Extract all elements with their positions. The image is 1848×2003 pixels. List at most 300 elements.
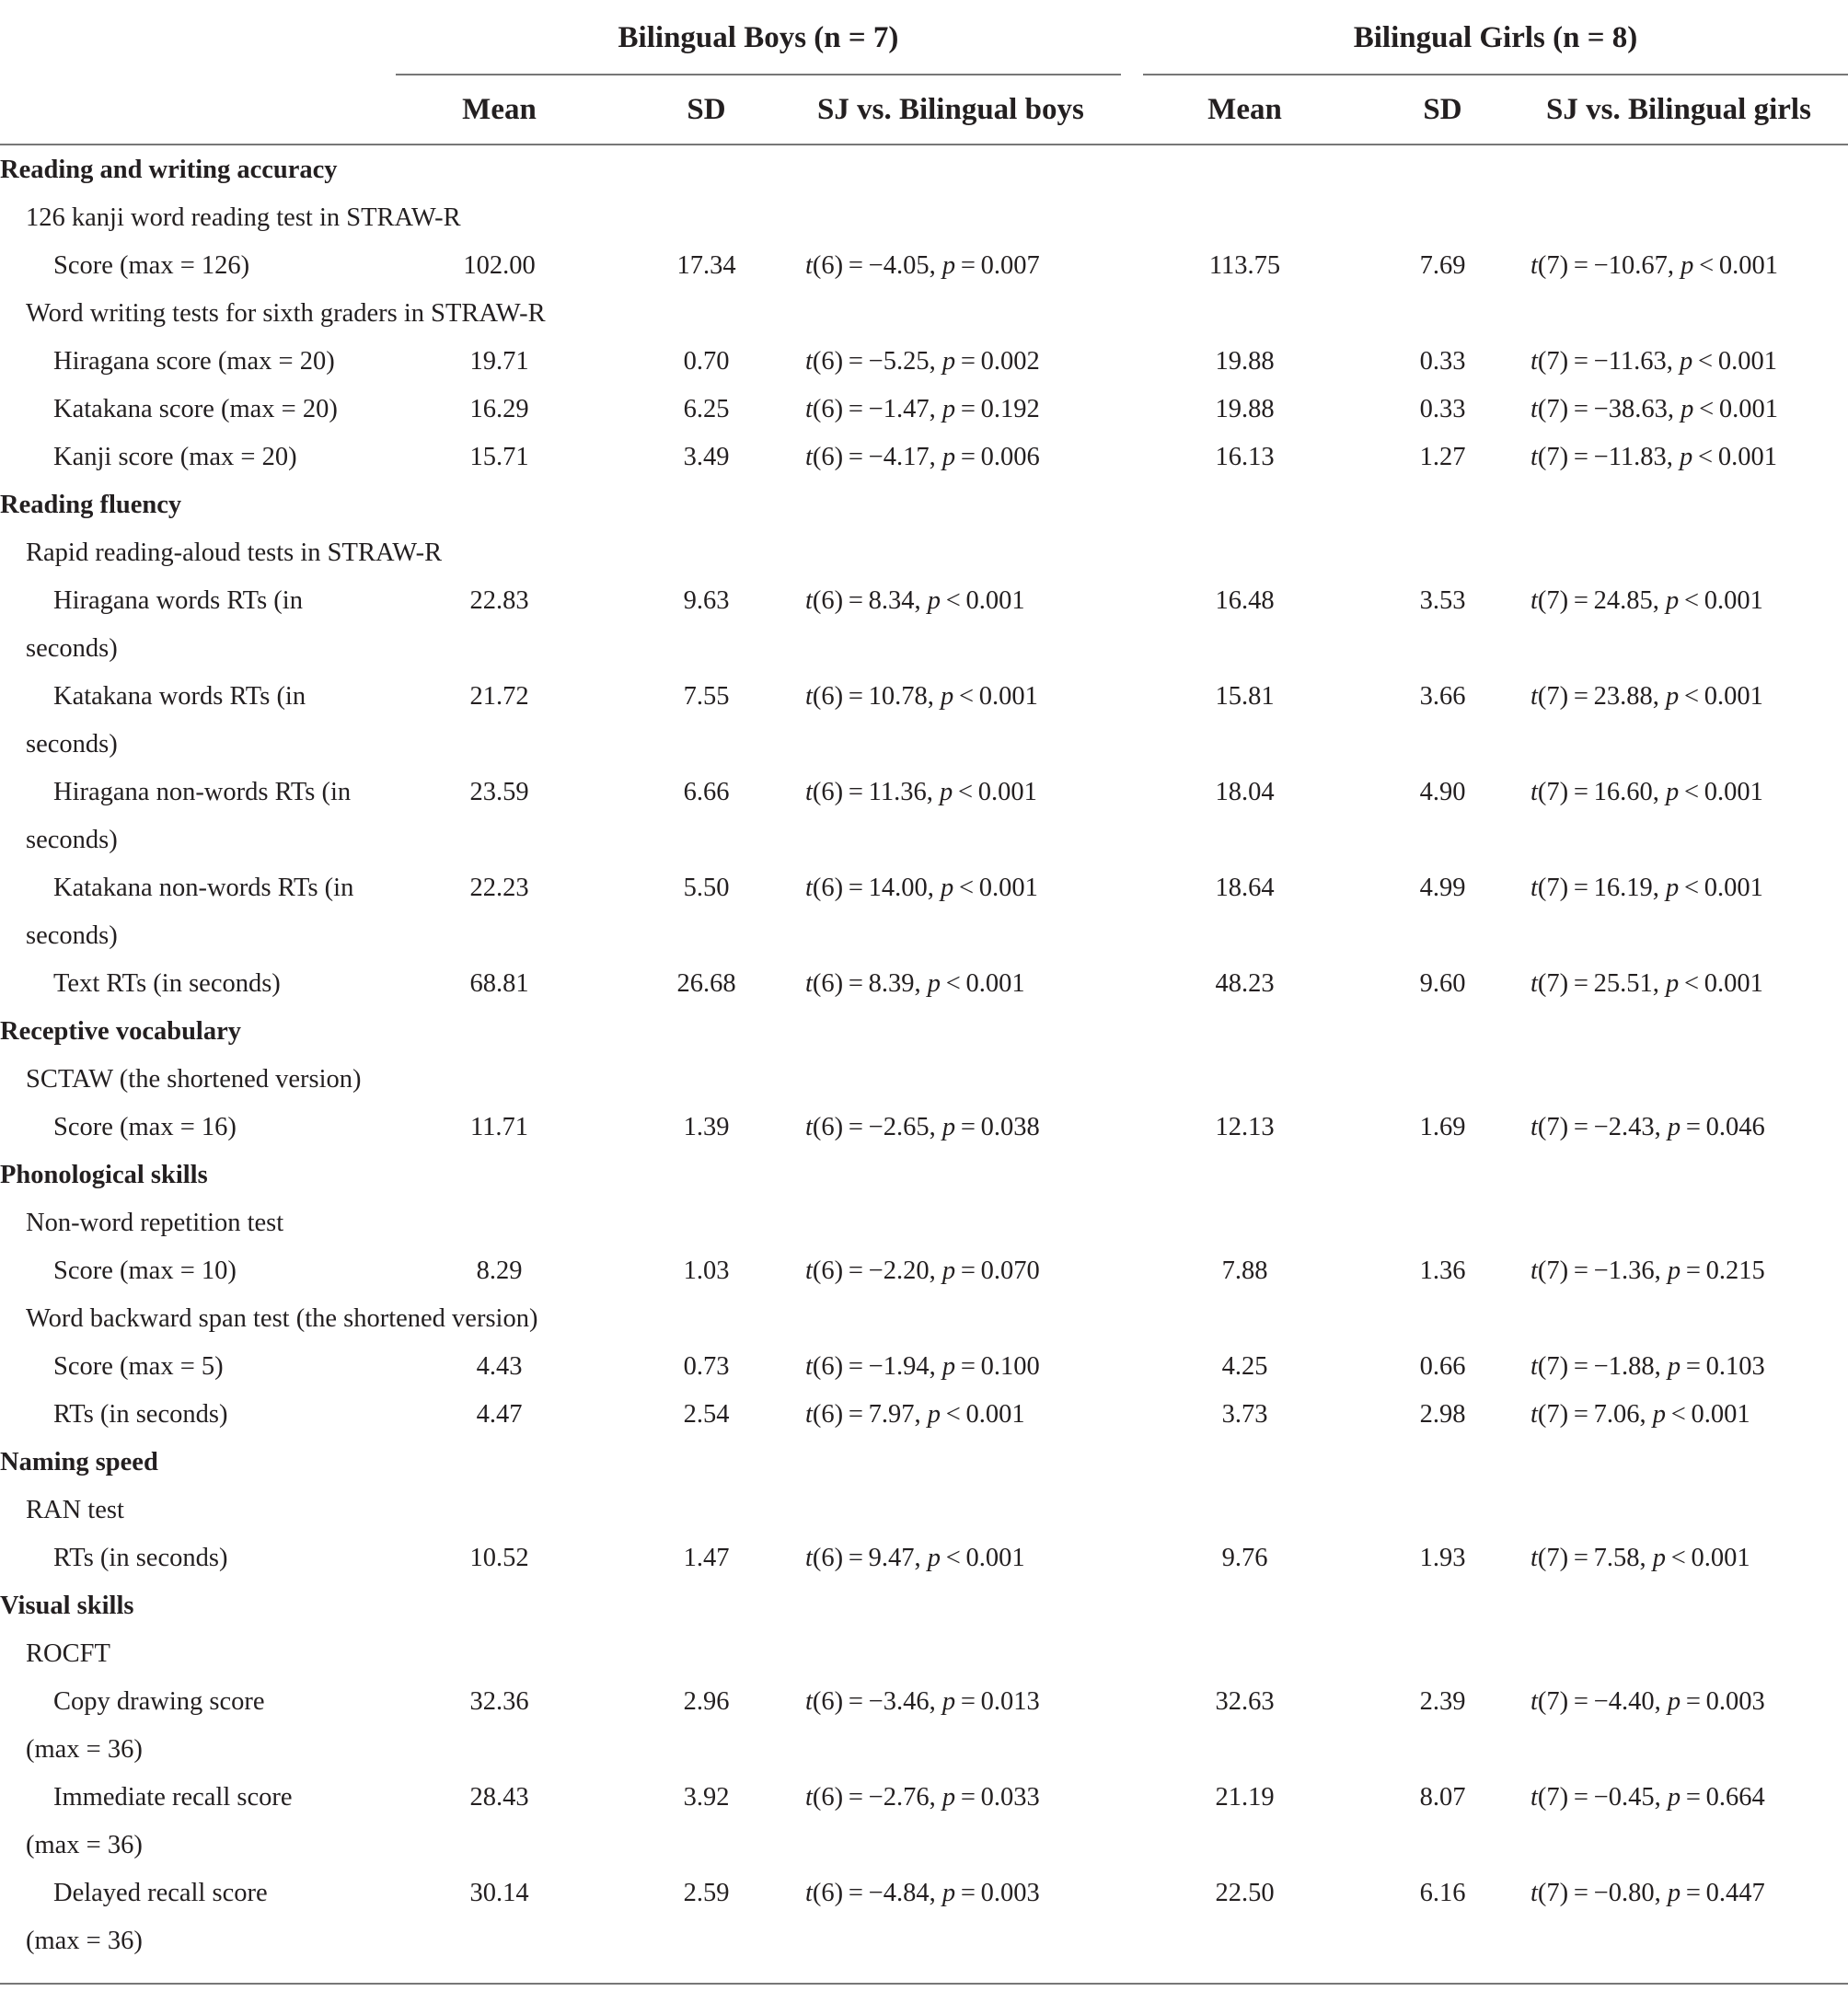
stat-df: 6 xyxy=(821,1352,835,1381)
stat-p-symbol: p xyxy=(1652,1544,1667,1572)
subsection-row xyxy=(0,1295,1848,1343)
stat-p-operator: = xyxy=(960,1687,976,1716)
boys-compare-cell xyxy=(805,434,1040,481)
stat-t-symbol: t xyxy=(805,874,813,902)
stat-punct: ) = xyxy=(1559,1783,1594,1812)
girls-sd-cell: 9.60 xyxy=(1419,969,1466,998)
stat-punct: ) = xyxy=(1559,251,1594,280)
section-row xyxy=(0,1152,1848,1199)
stat-punct: , xyxy=(926,778,940,806)
girls-compare-cell xyxy=(1530,577,1763,625)
row-label: Katakana words RTs (in xyxy=(53,682,306,711)
stat-t-symbol: t xyxy=(805,969,813,998)
stat-t-symbol: t xyxy=(805,1256,813,1285)
stat-p-value: 0.002 xyxy=(980,347,1040,376)
boys-sd-cell: 1.47 xyxy=(683,1544,730,1572)
stat-punct: ) = xyxy=(834,347,869,376)
stat-p-operator: < xyxy=(945,1544,961,1572)
row-label: Immediate recall score xyxy=(53,1783,293,1812)
stat-t-value: 11.36 xyxy=(868,778,927,806)
stat-p-symbol: p xyxy=(1666,682,1680,711)
row-label: RTs (in seconds) xyxy=(53,1544,228,1572)
row-label-continuation: (max = 36) xyxy=(26,1831,143,1859)
boys-compare-cell xyxy=(805,1870,1040,1917)
table-row xyxy=(0,769,1848,816)
stat-t-symbol: t xyxy=(805,1113,813,1141)
stat-p-value: 0.001 xyxy=(1704,682,1763,711)
boys-sd-cell: 2.96 xyxy=(683,1687,730,1716)
stat-df: 6 xyxy=(821,1400,835,1429)
stat-p-value: 0.001 xyxy=(965,969,1025,998)
row-label: Score (max = 126) xyxy=(53,251,250,280)
girls-mean-cell: 19.88 xyxy=(1215,347,1275,376)
stat-t-symbol: t xyxy=(1530,1783,1538,1812)
stat-t-symbol: t xyxy=(805,1544,813,1572)
stat-punct: ( xyxy=(1537,443,1547,471)
row-label: Text RTs (in seconds) xyxy=(53,969,281,998)
stat-p-operator: < xyxy=(957,778,974,806)
stat-p-operator: < xyxy=(1699,395,1715,423)
boys-compare-cell xyxy=(805,1343,1040,1391)
stat-p-value: 0.100 xyxy=(980,1352,1040,1381)
stat-t-value: 16.60 xyxy=(1593,778,1653,806)
stat-punct: ) = xyxy=(834,1687,869,1716)
boys-compare-cell xyxy=(805,1104,1040,1152)
subsection-row xyxy=(0,1487,1848,1534)
stat-t-value: −11.83 xyxy=(1593,443,1667,471)
boys-sd-cell: 3.49 xyxy=(683,443,730,471)
stat-df: 6 xyxy=(821,1687,835,1716)
girls-sd-cell: 4.99 xyxy=(1419,874,1466,902)
stat-p-symbol: p xyxy=(1652,1400,1667,1429)
boys-compare-cell xyxy=(805,864,1038,912)
stat-punct: ) = xyxy=(834,1256,869,1285)
stat-p-symbol: p xyxy=(1666,874,1680,902)
stat-p-operator: < xyxy=(1684,586,1700,615)
stat-t-symbol: t xyxy=(805,1783,813,1812)
girls-sd-cell: 1.27 xyxy=(1419,443,1466,471)
stat-punct: , xyxy=(1652,586,1667,615)
stat-df: 6 xyxy=(821,443,835,471)
stat-p-symbol: p xyxy=(941,443,956,471)
stat-p-operator: < xyxy=(1684,682,1700,711)
boys-sd-cell: 2.54 xyxy=(683,1400,730,1429)
stat-df: 7 xyxy=(1546,874,1560,902)
stat-p-value: 0.215 xyxy=(1705,1256,1765,1285)
section-label: Reading fluency xyxy=(0,491,182,519)
stat-p-symbol: p xyxy=(939,778,953,806)
stat-df: 6 xyxy=(821,778,835,806)
stat-df: 6 xyxy=(821,1544,835,1572)
stat-punct: ( xyxy=(812,1400,822,1429)
stat-p-symbol: p xyxy=(927,969,941,998)
stat-p-value: 0.001 xyxy=(1704,969,1763,998)
stat-t-symbol: t xyxy=(805,1400,813,1429)
stat-t-value: −2.65 xyxy=(868,1113,930,1141)
row-label: Score (max = 5) xyxy=(53,1352,224,1381)
girls-compare-cell xyxy=(1530,242,1778,290)
stat-t-value: −1.47 xyxy=(868,395,930,423)
stat-t-symbol: t xyxy=(1530,1544,1538,1572)
stat-punct: , xyxy=(1654,1113,1668,1141)
stat-p-symbol: p xyxy=(941,1352,956,1381)
boys-sd-cell: 5.50 xyxy=(683,874,730,902)
boys-mean-cell: 21.72 xyxy=(469,682,529,711)
stat-p-value: 0.007 xyxy=(980,251,1040,280)
stat-t-symbol: t xyxy=(805,251,813,280)
stat-punct: ( xyxy=(1537,1256,1547,1285)
stat-punct: ) = xyxy=(834,874,869,902)
subsection-label: Non-word repetition test xyxy=(26,1209,284,1237)
girls-sd-cell: 1.69 xyxy=(1419,1113,1466,1141)
section-row xyxy=(0,1582,1848,1630)
stat-df: 7 xyxy=(1546,251,1560,280)
boys-compare-cell xyxy=(805,960,1025,1008)
stat-t-value: 8.34 xyxy=(868,586,915,615)
stat-p-value: 0.001 xyxy=(978,874,1038,902)
stat-punct: ( xyxy=(812,1256,822,1285)
stat-p-symbol: p xyxy=(1666,969,1680,998)
stat-p-operator: < xyxy=(1670,1400,1686,1429)
stat-p-value: 0.070 xyxy=(980,1256,1040,1285)
girls-compare-cell xyxy=(1530,864,1763,912)
stat-p-symbol: p xyxy=(1666,586,1680,615)
stat-df: 7 xyxy=(1546,969,1560,998)
stat-p-operator: = xyxy=(1685,1352,1701,1381)
boys-mean-cell: 102.00 xyxy=(463,251,536,280)
stat-df: 7 xyxy=(1546,1400,1560,1429)
section-label: Naming speed xyxy=(0,1448,158,1476)
subsection-label: SCTAW (the shortened version) xyxy=(26,1065,362,1094)
stat-t-value: −11.63 xyxy=(1593,347,1667,376)
table-row xyxy=(0,1870,1848,1917)
stat-punct: ( xyxy=(1537,586,1547,615)
stat-punct: ( xyxy=(1537,874,1547,902)
row-label: Hiragana score (max = 20) xyxy=(53,347,335,376)
boys-mean-cell: 15.71 xyxy=(469,443,529,471)
stat-punct: ( xyxy=(1537,969,1547,998)
stat-punct: , xyxy=(1654,1879,1668,1907)
stat-punct: , xyxy=(929,347,942,376)
stat-df: 7 xyxy=(1546,1113,1560,1141)
girls-compare-cell xyxy=(1530,1104,1765,1152)
table-row xyxy=(0,1534,1848,1582)
stat-p-symbol: p xyxy=(1667,1783,1681,1812)
table-row xyxy=(0,960,1848,1008)
boys-sd-cell: 7.55 xyxy=(683,682,730,711)
stat-p-value: 0.003 xyxy=(1705,1687,1765,1716)
stat-p-value: 0.192 xyxy=(980,395,1040,423)
stat-p-value: 0.001 xyxy=(1704,874,1763,902)
subsection-row xyxy=(0,194,1848,242)
row-label: Hiragana words RTs (in xyxy=(53,586,303,615)
stat-p-value: 0.038 xyxy=(980,1113,1040,1141)
stat-p-symbol: p xyxy=(1681,251,1694,280)
stat-p-operator: = xyxy=(960,1879,976,1907)
stat-punct: ) = xyxy=(1559,1113,1594,1141)
stat-punct: ) = xyxy=(834,1783,869,1812)
stat-punct: ( xyxy=(1537,1687,1547,1716)
stat-p-symbol: p xyxy=(941,1256,956,1285)
stat-punct: , xyxy=(1667,251,1681,280)
row-label: Score (max = 10) xyxy=(53,1256,237,1285)
stat-t-value: −10.67 xyxy=(1593,251,1668,280)
stat-t-value: 14.00 xyxy=(868,874,928,902)
subsection-label: ROCFT xyxy=(26,1639,110,1668)
stat-p-symbol: p xyxy=(1667,1352,1681,1381)
stat-t-value: 23.88 xyxy=(1593,682,1653,711)
stat-t-symbol: t xyxy=(805,586,813,615)
stat-p-operator: < xyxy=(1698,347,1714,376)
stat-p-operator: = xyxy=(960,395,976,423)
stat-t-value: −4.05 xyxy=(868,251,930,280)
stat-df: 6 xyxy=(821,251,835,280)
stat-p-operator: = xyxy=(960,1783,976,1812)
stat-punct: , xyxy=(1652,874,1667,902)
stat-p-symbol: p xyxy=(941,1113,956,1141)
subsection-label: Word writing tests for sixth graders in STRAW-R xyxy=(26,299,546,328)
stat-p-operator: < xyxy=(959,874,975,902)
girls-mean-cell: 32.63 xyxy=(1215,1687,1275,1716)
stat-punct: ) = xyxy=(1559,1352,1594,1381)
stat-t-symbol: t xyxy=(1530,1687,1538,1716)
stat-df: 7 xyxy=(1546,1879,1560,1907)
stat-punct: ( xyxy=(812,1783,822,1812)
boys-mean-cell: 32.36 xyxy=(469,1687,529,1716)
stat-p-operator: = xyxy=(1685,1783,1701,1812)
girls-mean-cell: 16.13 xyxy=(1215,443,1275,471)
girls-mean-cell: 7.88 xyxy=(1221,1256,1268,1285)
boys-group-header: Bilingual Boys (n = 7) xyxy=(618,21,899,54)
stat-p-operator: < xyxy=(1684,874,1700,902)
stat-t-value: 7.06 xyxy=(1593,1400,1640,1429)
stat-punct: , xyxy=(929,443,942,471)
stat-punct: ( xyxy=(812,778,822,806)
girls-mean-cell: 19.88 xyxy=(1215,395,1275,423)
stat-punct: ) = xyxy=(834,1400,869,1429)
stat-p-symbol: p xyxy=(1667,1256,1681,1285)
girls-mean-cell: 21.19 xyxy=(1215,1783,1275,1812)
stat-punct: ) = xyxy=(834,778,869,806)
section-label: Phonological skills xyxy=(0,1161,208,1189)
stat-punct: , xyxy=(929,1256,942,1285)
stat-punct: ) = xyxy=(1559,682,1594,711)
subsection-row xyxy=(0,1630,1848,1678)
stat-df: 7 xyxy=(1546,778,1560,806)
boys-mean-cell: 22.83 xyxy=(469,586,529,615)
stat-punct: , xyxy=(1639,1544,1653,1572)
stat-t-symbol: t xyxy=(1530,1256,1538,1285)
stat-t-symbol: t xyxy=(1530,347,1538,376)
stat-t-symbol: t xyxy=(805,778,813,806)
girls-mean-cell: 113.75 xyxy=(1208,251,1281,280)
stat-punct: ) = xyxy=(1559,395,1594,423)
stat-punct: , xyxy=(1652,778,1667,806)
subsection-row xyxy=(0,290,1848,338)
boys-mean-cell: 68.81 xyxy=(469,969,529,998)
row-label: Score (max = 16) xyxy=(53,1113,237,1141)
stat-punct: ( xyxy=(1537,1544,1547,1572)
stat-p-value: 0.033 xyxy=(980,1783,1040,1812)
section-label: Reading and writing accuracy xyxy=(0,156,338,184)
stat-punct: ( xyxy=(1537,1783,1547,1812)
boys-compare-cell xyxy=(805,673,1038,721)
boys-compare-cell xyxy=(805,769,1037,816)
stat-p-operator: = xyxy=(960,347,976,376)
stat-p-symbol: p xyxy=(941,347,956,376)
row-label: Hiragana non-words RTs (in xyxy=(53,778,352,806)
stat-punct: ( xyxy=(812,251,822,280)
stat-p-value: 0.001 xyxy=(1704,778,1763,806)
stat-t-value: −5.25 xyxy=(868,347,930,376)
subsection-row xyxy=(0,1056,1848,1104)
girls-group-header: Bilingual Girls (n = 8) xyxy=(1353,21,1638,54)
boys-mean-cell: 23.59 xyxy=(469,778,529,806)
stat-p-operator: = xyxy=(1685,1256,1701,1285)
row-label-continuation: seconds) xyxy=(26,921,118,950)
stat-df: 6 xyxy=(821,1256,835,1285)
stat-p-symbol: p xyxy=(941,395,956,423)
girls-sd-cell: 2.39 xyxy=(1419,1687,1466,1716)
row-label: Delayed recall score xyxy=(53,1879,268,1907)
row-label: Kanji score (max = 20) xyxy=(53,443,297,471)
girls-mean-cell: 18.04 xyxy=(1215,778,1275,806)
stat-punct: ) = xyxy=(1559,1544,1594,1572)
boys-compare-cell xyxy=(805,338,1040,386)
stat-t-symbol: t xyxy=(805,1352,813,1381)
stat-t-value: −38.63 xyxy=(1593,395,1668,423)
stat-p-symbol: p xyxy=(1681,395,1694,423)
stat-punct: ( xyxy=(812,1544,822,1572)
boys-sd-cell: 1.03 xyxy=(683,1256,730,1285)
stat-t-symbol: t xyxy=(1530,1352,1538,1381)
boys-mean-header: Mean xyxy=(462,93,537,126)
stat-t-value: −3.46 xyxy=(868,1687,930,1716)
girls-compare-cell xyxy=(1530,960,1763,1008)
girls-sd-cell: 0.33 xyxy=(1419,347,1466,376)
stat-p-value: 0.001 xyxy=(965,1544,1025,1572)
stat-t-symbol: t xyxy=(805,443,813,471)
girls-mean-cell: 18.64 xyxy=(1215,874,1275,902)
table-row xyxy=(0,1104,1848,1152)
table-row xyxy=(0,577,1848,625)
table-row xyxy=(0,242,1848,290)
girls-compare-cell xyxy=(1530,386,1778,434)
girls-compare-cell xyxy=(1530,673,1763,721)
table-row xyxy=(0,864,1848,912)
stat-p-symbol: p xyxy=(941,251,956,280)
subsection-label: 126 kanji word reading test in STRAW-R xyxy=(26,203,461,232)
girls-sd-cell: 3.66 xyxy=(1419,682,1466,711)
girls-mean-cell: 3.73 xyxy=(1221,1400,1268,1429)
stat-punct: ( xyxy=(1537,778,1547,806)
boys-sd-cell: 9.63 xyxy=(683,586,730,615)
stat-p-value: 0.013 xyxy=(980,1687,1040,1716)
table-row xyxy=(0,434,1848,481)
boys-mean-cell: 16.29 xyxy=(469,395,529,423)
stat-df: 6 xyxy=(821,1879,835,1907)
boys-sd-cell: 26.68 xyxy=(676,969,736,998)
girls-sd-cell: 6.16 xyxy=(1419,1879,1466,1907)
stat-p-symbol: p xyxy=(1667,1113,1681,1141)
stat-df: 7 xyxy=(1546,443,1560,471)
girls-sd-cell: 4.90 xyxy=(1419,778,1466,806)
boys-mean-cell: 10.52 xyxy=(469,1544,529,1572)
stat-punct: , xyxy=(1654,1783,1668,1812)
stat-p-value: 0.046 xyxy=(1705,1113,1765,1141)
stat-t-symbol: t xyxy=(1530,778,1538,806)
stat-p-value: 0.001 xyxy=(1691,1544,1750,1572)
stat-df: 6 xyxy=(821,586,835,615)
stat-df: 6 xyxy=(821,347,835,376)
table-row xyxy=(0,338,1848,386)
boys-mean-cell: 4.47 xyxy=(476,1400,523,1429)
stat-punct: , xyxy=(929,1879,942,1907)
girls-mean-cell: 48.23 xyxy=(1215,969,1275,998)
row-label-continuation: (max = 36) xyxy=(26,1735,143,1764)
stat-t-symbol: t xyxy=(1530,1879,1538,1907)
stat-p-operator: = xyxy=(960,251,976,280)
stat-t-value: −2.20 xyxy=(868,1256,930,1285)
stat-punct: , xyxy=(914,969,928,998)
stat-p-symbol: p xyxy=(1666,778,1680,806)
stat-punct: ) = xyxy=(1559,969,1594,998)
stat-punct: ) = xyxy=(1559,443,1594,471)
girls-compare-cell xyxy=(1530,1343,1765,1391)
stat-t-value: −0.80 xyxy=(1593,1879,1655,1907)
girls-sd-cell: 1.36 xyxy=(1419,1256,1466,1285)
stat-p-operator: < xyxy=(945,586,961,615)
stat-t-symbol: t xyxy=(1530,874,1538,902)
boys-sd-cell: 6.25 xyxy=(683,395,730,423)
stat-punct: , xyxy=(1666,347,1681,376)
stat-p-value: 0.001 xyxy=(1718,395,1778,423)
stat-t-symbol: t xyxy=(805,1879,813,1907)
row-label-continuation: seconds) xyxy=(26,634,118,663)
stat-t-value: 24.85 xyxy=(1593,586,1653,615)
stat-punct: , xyxy=(929,1783,942,1812)
girls-mean-cell: 15.81 xyxy=(1215,682,1275,711)
stat-t-value: −2.43 xyxy=(1593,1113,1655,1141)
stat-p-value: 0.001 xyxy=(965,1400,1025,1429)
stat-punct: ( xyxy=(812,1879,822,1907)
stat-t-value: −4.17 xyxy=(868,443,930,471)
stat-p-operator: = xyxy=(960,443,976,471)
table-row xyxy=(0,1391,1848,1439)
stat-punct: ( xyxy=(812,874,822,902)
stat-p-value: 0.664 xyxy=(1705,1783,1765,1812)
stat-t-symbol: t xyxy=(1530,443,1538,471)
boys-sd-cell: 0.73 xyxy=(683,1352,730,1381)
boys-compare-header: SJ vs. Bilingual boys xyxy=(817,93,1084,126)
stat-p-value: 0.001 xyxy=(1691,1400,1750,1429)
stat-punct: ) = xyxy=(1559,586,1594,615)
stat-t-value: −1.36 xyxy=(1593,1256,1655,1285)
stat-punct: ( xyxy=(812,969,822,998)
boys-mean-cell: 8.29 xyxy=(476,1256,523,1285)
stat-df: 6 xyxy=(821,1783,835,1812)
stat-t-symbol: t xyxy=(1530,586,1538,615)
stat-punct: ) = xyxy=(834,586,869,615)
stat-punct: ( xyxy=(1537,395,1547,423)
stat-df: 7 xyxy=(1546,347,1560,376)
stat-df: 6 xyxy=(821,874,835,902)
stat-punct: ) = xyxy=(1559,778,1594,806)
stat-p-operator: = xyxy=(1685,1113,1701,1141)
stat-punct: ( xyxy=(1537,682,1547,711)
stat-p-symbol: p xyxy=(941,1783,956,1812)
boys-compare-cell xyxy=(805,1678,1040,1726)
